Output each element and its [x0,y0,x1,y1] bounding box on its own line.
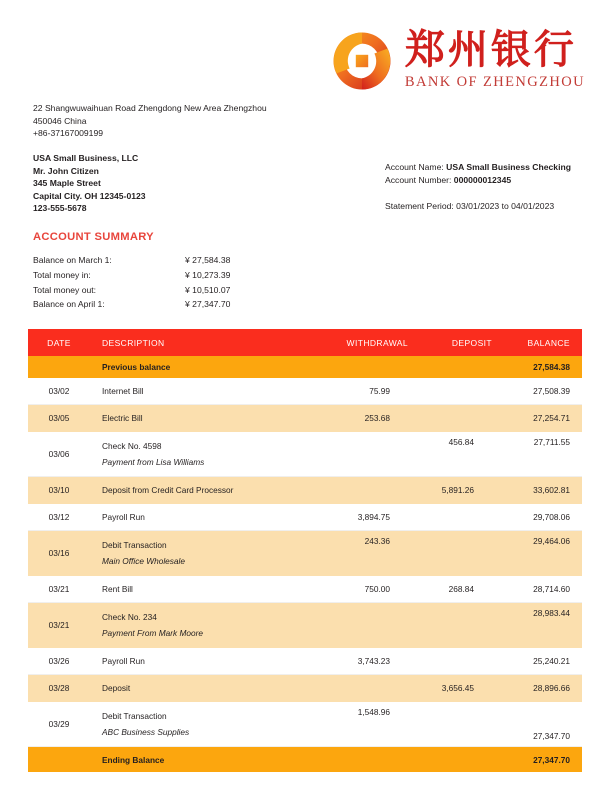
row-date: 03/28 [28,675,90,702]
row-balance: 27,347.70 [504,702,582,747]
summary-label: Balance on April 1: [33,299,105,310]
row-subdescription: Payment From Mark Moore [102,628,203,638]
row-subdescription: Main Office Wholesale [102,556,186,566]
transactions-body [28,356,582,772]
bank-logo-block [331,28,585,92]
row-withdrawal: 75.99 [312,378,420,405]
statement-period: Statement Period: 03/01/2023 to 04/01/2023 [385,201,555,211]
customer-name: USA Small Business, LLC [33,153,139,163]
account-name-row [385,161,571,174]
row-balance: 25,240.21 [504,648,582,675]
table-header-row [28,329,582,356]
ending-balance-row [28,747,582,773]
column-header-withdrawal: WITHDRAWAL [312,329,420,356]
summary-amount: ¥ 27,584.38 [185,255,231,265]
bank-address-line-1: 22 Shangwuwaihuan Road Zhengdong New Area Zhengzhou [33,103,267,113]
row-date: 03/29 [28,702,90,747]
column-header-date: DATE [28,329,90,356]
table-row [28,576,582,603]
row-description: Deposit [102,683,131,693]
customer-street: 345 Maple Street [33,178,101,189]
row-date: 03/26 [28,648,90,675]
summary-label: Total money in: [33,269,91,280]
customer-address [33,152,146,215]
row-date: 03/02 [28,378,90,405]
summary-label: Balance on March 1: [33,255,112,265]
row-balance: 28,896.66 [504,675,582,702]
row-date: 03/16 [28,531,90,576]
row-deposit: 3,656.45 [420,675,504,702]
account-number-label: Account Number: [385,175,452,185]
row-withdrawal [312,432,420,477]
row-description: Debit Transaction [102,711,167,721]
row-balance: 29,708.06 [504,504,582,531]
row-date: 03/06 [28,432,90,477]
previous-balance-amount: 27,584.38 [504,356,582,378]
table-row [28,531,582,576]
account-name-label: Account Name: [385,162,444,172]
table-row [28,648,582,675]
customer-phone: 123-555-5678 [33,203,87,214]
customer-city-state: Capital City. OH 12345-0123 [33,190,146,201]
row-balance: 33,602.81 [504,477,582,504]
column-header-deposit: DEPOSIT [420,329,504,356]
row-deposit [420,378,504,405]
row-subdescription: Payment from Lisa Williams [102,457,205,467]
row-balance: 29,464.06 [504,531,582,576]
row-date: 03/21 [28,576,90,603]
row-balance: 28,983.44 [504,603,582,648]
bank-address-line-2: 450046 China [33,115,87,126]
previous-balance-label: Previous balance [90,356,312,378]
summary-row [33,253,295,268]
table-row [28,504,582,531]
summary-row [33,283,295,298]
row-balance: 28,714.60 [504,576,582,603]
row-deposit [420,702,504,747]
row-description: Check No. 234 [102,612,157,622]
bank-address [33,102,267,140]
transactions-table [28,329,582,772]
summary-amount: ¥ 27,347.70 [185,299,231,310]
bank-swirl-logo-icon [331,30,393,92]
row-withdrawal: 253.68 [312,405,420,432]
row-date: 03/05 [28,405,90,432]
row-date: 03/10 [28,477,90,504]
bank-name-en: BANK OF ZHENGZHOU [404,74,585,90]
row-deposit [420,603,504,648]
row-withdrawal: 3,894.75 [312,504,420,531]
column-header-balance: BALANCE [504,329,582,356]
account-number-value: 000000012345 [453,175,512,185]
account-info-block [385,161,571,213]
table-row [28,477,582,504]
summary-label: Total money out: [33,284,97,295]
table-row [28,405,582,432]
summary-amount: ¥ 10,510.07 [185,284,231,295]
table-row [28,603,582,648]
column-header-description: DESCRIPTION [90,329,312,356]
table-row [28,675,582,702]
account-summary-table [33,253,295,312]
row-deposit [420,648,504,675]
row-withdrawal: 3,743.23 [312,648,420,675]
row-balance: 27,254.71 [504,405,582,432]
previous-balance-row [28,356,582,378]
summary-row [33,297,295,312]
table-row [28,702,582,747]
ending-balance-label: Ending Balance [90,747,312,773]
row-date: 03/12 [28,504,90,531]
table-row [28,432,582,477]
row-description: Debit Transaction [102,540,167,550]
row-description: Payroll Run [102,512,145,522]
account-number-row [385,174,571,187]
table-row [28,378,582,405]
row-withdrawal: 1,548.96 [312,702,420,747]
row-withdrawal: 750.00 [312,576,420,603]
account-summary-title: ACCOUNT SUMMARY [33,231,154,243]
row-deposit: 5,891.26 [420,477,504,504]
row-deposit [420,504,504,531]
row-description: Payroll Run [102,656,145,666]
row-description: Rent Bill [102,584,133,594]
row-deposit [420,405,504,432]
summary-row [33,268,295,283]
row-withdrawal [312,477,420,504]
summary-amount: ¥ 10,273.39 [185,269,231,280]
row-withdrawal: 243.36 [312,531,420,576]
row-date: 03/21 [28,603,90,648]
bank-name-cn: 郑州银行 [404,27,577,72]
row-description: Check No. 4598 [102,441,162,451]
ending-balance-amount: 27,347.70 [504,747,582,773]
row-balance: 27,508.39 [504,378,582,405]
bank-address-line-3: +86-37167009199 [33,128,104,139]
row-balance: 27,711.55 [504,432,582,477]
row-subdescription: ABC Business Supplies [102,727,190,737]
row-deposit: 268.84 [420,576,504,603]
row-deposit [420,531,504,576]
row-deposit: 456.84 [420,432,504,477]
row-description: Deposit from Credit Card Processor [102,485,234,495]
account-name-value: USA Small Business Checking [446,162,571,172]
row-withdrawal [312,603,420,648]
customer-contact: Mr. John Citizen [33,165,99,176]
row-description: Electric Bill [102,413,143,423]
row-withdrawal [312,675,420,702]
row-description: Internet Bill [102,386,144,396]
